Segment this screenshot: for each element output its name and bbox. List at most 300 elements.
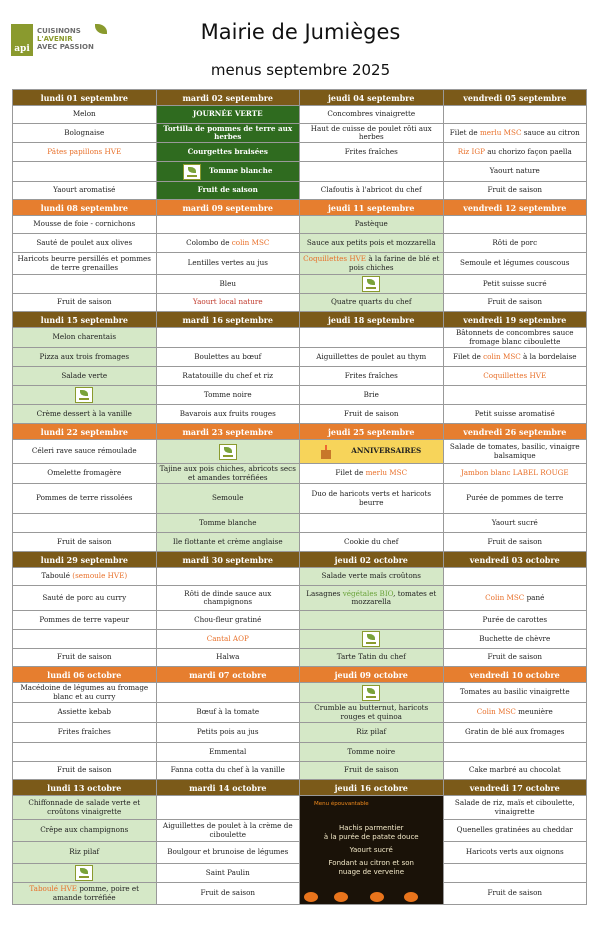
menu-item bbox=[157, 842, 300, 864]
menu-item-text: Halwa bbox=[216, 652, 240, 662]
menu-item bbox=[13, 611, 156, 630]
menu-item-text bbox=[458, 148, 572, 156]
week-row bbox=[13, 552, 587, 667]
day-header: mardi 07 octobre bbox=[157, 667, 300, 683]
menu-item-text: Fruit de saison bbox=[487, 652, 543, 662]
menu-item bbox=[13, 796, 156, 820]
menu-item-text: Salade verte maïs croûtons bbox=[321, 571, 421, 581]
menu-item bbox=[300, 182, 443, 200]
menu-item bbox=[157, 723, 300, 743]
day-column bbox=[300, 312, 444, 424]
week-row bbox=[13, 90, 587, 200]
menu-item-text: Fruit de saison bbox=[343, 408, 399, 418]
menu-item bbox=[157, 683, 300, 703]
menu-item-text: Tarte Tatin du chef bbox=[336, 652, 406, 662]
menu-item bbox=[13, 683, 156, 703]
menu-item bbox=[300, 386, 443, 405]
week-row bbox=[13, 424, 587, 552]
menu-item-part: colin MSC bbox=[483, 351, 521, 361]
menu-item bbox=[13, 762, 156, 780]
menu-item-text: Coquillettes HVE bbox=[483, 370, 547, 380]
menu-item bbox=[13, 568, 156, 586]
menu-item-part: pané bbox=[524, 592, 545, 602]
menu-item-text: Fruit de saison bbox=[56, 652, 112, 662]
menu-grid bbox=[12, 89, 587, 905]
menu-item-part: , tomates et mozzarella bbox=[351, 588, 437, 606]
halloween-line: Hachis parmentier bbox=[338, 823, 404, 832]
menu-item-text: Fruit de saison bbox=[487, 536, 543, 546]
day-column bbox=[300, 424, 444, 552]
menu-item-text: Yaourt aromatisé bbox=[53, 185, 116, 195]
vegetarian-badge-icon bbox=[183, 164, 201, 180]
menu-item-text: Tomme blanche bbox=[209, 166, 273, 176]
vegetarian-badge-icon bbox=[75, 865, 93, 881]
menu-item bbox=[444, 182, 587, 200]
menu-item bbox=[157, 883, 300, 905]
menu-item bbox=[13, 820, 156, 842]
menu-item bbox=[13, 234, 156, 253]
day-header: vendredi 26 septembre bbox=[444, 424, 587, 440]
menu-item-part: sauce au citron bbox=[521, 127, 580, 137]
menu-item-text: Melon bbox=[72, 109, 96, 119]
menu-item-text: Fanna cotta du chef à la vanille bbox=[170, 765, 285, 775]
menu-item bbox=[13, 253, 156, 275]
menu-item-text: Omelette fromagère bbox=[47, 468, 122, 478]
menu-item-text: Fruit de saison bbox=[200, 888, 256, 898]
logo-text: CUISINONS L'AVENIR AVEC PASSION bbox=[37, 27, 94, 51]
menu-item bbox=[13, 367, 156, 386]
menu-item-text: Pastèque bbox=[354, 219, 388, 229]
menu-item-text bbox=[335, 469, 407, 477]
menu-item bbox=[13, 328, 156, 348]
menu-item bbox=[157, 568, 300, 586]
day-header: vendredi 10 octobre bbox=[444, 667, 587, 683]
menu-item-text: Bleu bbox=[219, 278, 236, 288]
day-column bbox=[300, 200, 444, 312]
day-column bbox=[444, 552, 588, 667]
day-column bbox=[444, 780, 588, 905]
menu-item bbox=[13, 533, 156, 552]
menu-item bbox=[300, 124, 443, 143]
week-row bbox=[13, 200, 587, 312]
menu-item bbox=[300, 568, 443, 586]
day-header: jeudi 25 septembre bbox=[300, 424, 443, 440]
menu-item bbox=[444, 568, 587, 586]
day-header: jeudi 11 septembre bbox=[300, 200, 443, 216]
menu-item bbox=[157, 762, 300, 780]
menu-item-part: Riz IGP bbox=[457, 146, 485, 156]
menu-item bbox=[444, 234, 587, 253]
menu-item bbox=[444, 328, 587, 348]
halloween-tag: Menu épouvantable bbox=[314, 801, 369, 807]
menu-item bbox=[13, 405, 156, 424]
menu-item-text: Salade verte bbox=[61, 370, 108, 380]
menu-item bbox=[300, 464, 443, 484]
day-column bbox=[444, 200, 588, 312]
menu-item-text: Pizza aux trois fromages bbox=[39, 351, 130, 361]
menu-item bbox=[157, 216, 300, 234]
menu-item-text: Semoule et légumes couscous bbox=[460, 258, 570, 268]
menu-item-text bbox=[453, 353, 577, 361]
menu-item bbox=[157, 294, 300, 312]
menu-item-text: Yaourt sucré bbox=[491, 517, 538, 527]
day-header: lundi 15 septembre bbox=[13, 312, 156, 328]
menu-item bbox=[157, 106, 300, 124]
halloween-menu bbox=[300, 796, 443, 905]
menu-item-part: Lasagnes bbox=[306, 588, 343, 598]
day-column bbox=[300, 780, 444, 905]
menu-item bbox=[300, 484, 443, 514]
menu-item bbox=[13, 842, 156, 864]
halloween-line: à la purée de patate douce bbox=[323, 832, 419, 841]
menu-item-text bbox=[41, 572, 127, 580]
menu-item bbox=[300, 683, 443, 703]
menu-item bbox=[157, 484, 300, 514]
menu-item-text: Yaourt local nature bbox=[192, 297, 263, 307]
menu-item-text: Cake marbré au chocolat bbox=[468, 765, 561, 775]
menu-item bbox=[444, 762, 587, 780]
menu-item bbox=[444, 367, 587, 386]
menu-item bbox=[444, 405, 587, 424]
menu-item bbox=[157, 348, 300, 367]
menu-item bbox=[300, 630, 443, 649]
halloween-line: Yaourt sucré bbox=[349, 845, 393, 854]
menu-item-text: Boulgour et brunoise de légumes bbox=[167, 847, 289, 857]
menu-item-part: à la bordelaise bbox=[520, 351, 577, 361]
menu-item-text: Gratin de blé aux fromages bbox=[465, 727, 565, 737]
menu-item bbox=[157, 743, 300, 762]
menu-item-text: ANNIVERSAIRES bbox=[351, 446, 422, 456]
menu-item bbox=[157, 440, 300, 464]
menu-item bbox=[157, 386, 300, 405]
day-header: lundi 06 octobre bbox=[13, 667, 156, 683]
menu-item-text: Pommes de terre vapeur bbox=[39, 614, 130, 624]
day-column bbox=[13, 667, 157, 780]
menu-item bbox=[157, 703, 300, 723]
menu-item bbox=[300, 533, 443, 552]
day-header: vendredi 03 octobre bbox=[444, 552, 587, 568]
menu-item bbox=[157, 367, 300, 386]
pumpkin-icon bbox=[404, 892, 418, 902]
menu-item-text: Jambon blanc LABEL ROUGE bbox=[460, 468, 569, 478]
menu-item-text: Semoule bbox=[211, 493, 244, 503]
menu-item-text: Crumble au butternut, haricots rouges et quinoa bbox=[314, 703, 429, 721]
menu-item bbox=[13, 294, 156, 312]
menu-item bbox=[13, 182, 156, 200]
menu-item-text: Frites fraîches bbox=[57, 727, 111, 737]
page-title: Mairie de Jumièges bbox=[200, 20, 401, 44]
day-header: vendredi 17 octobre bbox=[444, 780, 587, 796]
menu-item-part: Filet de bbox=[335, 468, 366, 478]
menu-item-part: (semoule HVE) bbox=[72, 571, 128, 581]
menu-item-text: Macédoine de légumes au fromage blanc et au curry bbox=[20, 683, 149, 701]
menu-item bbox=[300, 762, 443, 780]
vegetarian-badge-icon bbox=[362, 685, 380, 701]
menu-item-text: Salade de riz, maïs et ciboulette, vinaigrette bbox=[454, 798, 575, 816]
menu-item-text: Sauce aux petits pois et mozzarella bbox=[306, 237, 436, 247]
menu-item bbox=[300, 611, 443, 630]
menu-item bbox=[444, 216, 587, 234]
menu-item-part: à la farine de blé et pois chiches bbox=[348, 254, 440, 272]
menu-item-text: Fruit de saison bbox=[343, 765, 399, 775]
day-header: mardi 16 septembre bbox=[157, 312, 300, 328]
pumpkin-icon bbox=[304, 892, 318, 902]
menu-item bbox=[300, 275, 443, 294]
menu-item-text: Bœuf à la tomate bbox=[196, 707, 260, 717]
menu-item bbox=[13, 723, 156, 743]
menu-item bbox=[300, 514, 443, 533]
menu-item bbox=[444, 106, 587, 124]
menu-item bbox=[444, 440, 587, 464]
day-header: jeudi 02 octobre bbox=[300, 552, 443, 568]
menu-item bbox=[13, 484, 156, 514]
menu-item bbox=[157, 143, 300, 162]
menu-item bbox=[157, 796, 300, 820]
menu-item-part: pomme, poire et amande torréfiée bbox=[52, 884, 140, 902]
menu-item bbox=[13, 124, 156, 143]
menu-item-text: Pâtes papillons HVE bbox=[47, 146, 122, 156]
menu-item-part: merlu MSC bbox=[479, 127, 522, 137]
menu-item bbox=[300, 216, 443, 234]
menu-item bbox=[444, 864, 587, 883]
vegetarian-badge-icon bbox=[362, 276, 380, 292]
menu-item-part: Taboulé HVE bbox=[29, 884, 78, 894]
menu-item-text: Rôti de porc bbox=[492, 237, 538, 247]
menu-item bbox=[157, 514, 300, 533]
menu-item-text: Aiguillettes de poulet à la crème de ciboulette bbox=[162, 821, 293, 839]
day-header: jeudi 04 septembre bbox=[300, 90, 443, 106]
birthday-cake-icon bbox=[321, 445, 331, 459]
menu-item bbox=[157, 405, 300, 424]
day-header: lundi 22 septembre bbox=[13, 424, 156, 440]
day-column bbox=[300, 552, 444, 667]
menu-item bbox=[300, 440, 443, 464]
menu-item bbox=[13, 106, 156, 124]
menu-item-text bbox=[303, 590, 440, 607]
menu-item-text: Tomme noire bbox=[203, 389, 252, 399]
menu-item bbox=[444, 743, 587, 762]
menu-item-text: Chou-fleur gratiné bbox=[194, 614, 262, 624]
menu-item-text: Courgettes braisées bbox=[187, 146, 268, 156]
menu-item-text: Lentilles vertes au jus bbox=[187, 258, 268, 268]
menu-item bbox=[300, 253, 443, 275]
menu-item-text: Fruit de saison bbox=[56, 765, 112, 775]
menu-item bbox=[157, 586, 300, 611]
day-header: lundi 29 septembre bbox=[13, 552, 156, 568]
menu-item-text: Haut de cuisse de poulet rôti aux herbes bbox=[310, 123, 432, 141]
day-column bbox=[157, 552, 301, 667]
day-header: vendredi 05 septembre bbox=[444, 90, 587, 106]
menu-item-text: Saint Paulin bbox=[205, 867, 250, 877]
menu-item bbox=[444, 484, 587, 514]
menu-item bbox=[13, 348, 156, 367]
menu-item bbox=[300, 143, 443, 162]
menu-item bbox=[13, 703, 156, 723]
menu-item bbox=[13, 216, 156, 234]
day-column bbox=[300, 667, 444, 780]
day-column bbox=[157, 90, 301, 200]
menu-item-text: Bolognaise bbox=[64, 127, 105, 137]
menu-item bbox=[13, 514, 156, 533]
menu-item-text: Petit suisse aromatisé bbox=[474, 408, 555, 418]
menu-item-text bbox=[477, 708, 553, 716]
day-column bbox=[13, 312, 157, 424]
menu-item-text: Salade de tomates, basilic, vinaigre balsamique bbox=[449, 442, 580, 460]
menu-item bbox=[444, 514, 587, 533]
menu-item bbox=[300, 162, 443, 182]
day-column bbox=[157, 312, 301, 424]
menu-item bbox=[13, 649, 156, 667]
menu-item bbox=[157, 182, 300, 200]
day-column bbox=[444, 312, 588, 424]
menu-item-text bbox=[450, 129, 580, 137]
menu-item-text: JOURNÉE VERTE bbox=[192, 109, 263, 119]
menu-item-part: Coquillettes HVE bbox=[303, 254, 367, 264]
menu-item-text: Fruit de saison bbox=[56, 297, 112, 307]
menu-item bbox=[13, 143, 156, 162]
menu-item bbox=[157, 611, 300, 630]
day-header: jeudi 16 octobre bbox=[300, 780, 443, 796]
menu-item bbox=[444, 703, 587, 723]
menu-item-text bbox=[186, 239, 269, 247]
day-header: mardi 09 septembre bbox=[157, 200, 300, 216]
day-column bbox=[444, 424, 588, 552]
menu-item-text: Frites fraîches bbox=[344, 370, 398, 380]
menu-item bbox=[13, 883, 156, 905]
menu-item bbox=[444, 348, 587, 367]
menu-item bbox=[300, 703, 443, 723]
menu-item bbox=[444, 464, 587, 484]
menu-item-text: Frites fraîches bbox=[344, 146, 398, 156]
day-header: mardi 14 octobre bbox=[157, 780, 300, 796]
menu-item-text: Rôti de dinde sauce aux champignons bbox=[184, 588, 272, 606]
menu-item bbox=[444, 275, 587, 294]
menu-item bbox=[444, 162, 587, 182]
day-header: lundi 01 septembre bbox=[13, 90, 156, 106]
day-header: vendredi 12 septembre bbox=[444, 200, 587, 216]
menu-item-text: Petits pois au jus bbox=[196, 727, 259, 737]
day-column bbox=[13, 552, 157, 667]
menu-item bbox=[157, 328, 300, 348]
menu-item bbox=[300, 328, 443, 348]
menu-item bbox=[444, 294, 587, 312]
menu-item bbox=[444, 143, 587, 162]
menu-item bbox=[13, 630, 156, 649]
menu-item-text: Ile flottante et crème anglaise bbox=[172, 536, 283, 546]
page-subtitle: menus septembre 2025 bbox=[210, 61, 391, 79]
menu-item-part: Filet de bbox=[449, 127, 480, 137]
menu-item bbox=[444, 124, 587, 143]
menu-item bbox=[157, 124, 300, 143]
day-header: jeudi 18 septembre bbox=[300, 312, 443, 328]
day-column bbox=[157, 424, 301, 552]
day-column bbox=[13, 424, 157, 552]
menu-item-text: Tomme noire bbox=[347, 746, 396, 756]
menu-item bbox=[444, 253, 587, 275]
menu-item-part: Colin MSC bbox=[485, 592, 525, 602]
menu-item bbox=[13, 275, 156, 294]
menu-item bbox=[444, 723, 587, 743]
menu-item bbox=[300, 106, 443, 124]
menu-item bbox=[444, 386, 587, 405]
day-header: vendredi 19 septembre bbox=[444, 312, 587, 328]
menu-item bbox=[444, 883, 587, 905]
menu-item bbox=[13, 162, 156, 182]
menu-item-text: Riz pilaf bbox=[69, 847, 100, 857]
menu-item-text: Cantal AOP bbox=[206, 633, 249, 643]
day-header: lundi 13 octobre bbox=[13, 780, 156, 796]
pumpkin-icon bbox=[370, 892, 384, 902]
menu-item bbox=[13, 386, 156, 405]
pumpkin-icon bbox=[334, 892, 348, 902]
menu-item-text: Emmental bbox=[209, 746, 247, 756]
menu-item-text: Fruit de saison bbox=[56, 536, 112, 546]
menu-item bbox=[157, 864, 300, 883]
menu-item bbox=[444, 586, 587, 611]
menu-item bbox=[300, 367, 443, 386]
menu-item bbox=[444, 630, 587, 649]
menu-item-text: Tomates au basilic vinaigrette bbox=[459, 687, 570, 697]
menu-item bbox=[300, 405, 443, 424]
menu-item bbox=[157, 630, 300, 649]
menu-item-text: Haricots verts aux oignons bbox=[465, 847, 564, 857]
menu-item-text: Quatre quarts du chef bbox=[330, 297, 412, 307]
menu-item bbox=[444, 842, 587, 864]
menu-item-text: Clafoutis à l'abricot du chef bbox=[320, 185, 422, 195]
day-header: mardi 02 septembre bbox=[157, 90, 300, 106]
menu-item-text: Aiguillettes de poulet au thym bbox=[316, 351, 427, 361]
menu-item-text: Melon charentais bbox=[52, 332, 117, 342]
day-column bbox=[13, 780, 157, 905]
menu-item bbox=[300, 294, 443, 312]
menu-item bbox=[13, 864, 156, 883]
menu-item bbox=[157, 275, 300, 294]
menu-item-text: Cookie du chef bbox=[344, 536, 399, 546]
menu-item-text: Boulettes au bœuf bbox=[194, 351, 262, 361]
menu-item-text: Crème dessert à la vanille bbox=[36, 408, 132, 418]
menu-item-text: Tortilla de pommes de terre aux herbes bbox=[163, 123, 293, 141]
vegetarian-badge-icon bbox=[362, 631, 380, 647]
menu-item-text: Petit suisse sucré bbox=[482, 278, 547, 288]
menu-item-text: Fruit de saison bbox=[487, 185, 543, 195]
menu-item-text: Fruit de saison bbox=[487, 297, 543, 307]
menu-item-part: végétales BIO bbox=[342, 588, 394, 598]
vegetarian-badge-icon bbox=[75, 387, 93, 403]
day-column bbox=[444, 90, 588, 200]
menu-item bbox=[300, 586, 443, 611]
menu-item bbox=[157, 464, 300, 484]
halloween-line: nuage de verveine bbox=[338, 867, 405, 876]
day-header: mardi 30 septembre bbox=[157, 552, 300, 568]
day-column bbox=[300, 90, 444, 200]
halloween-line: Fondant au citron et son bbox=[328, 858, 414, 867]
day-column bbox=[157, 667, 301, 780]
menu-item bbox=[444, 820, 587, 842]
day-column bbox=[157, 200, 301, 312]
menu-item bbox=[300, 348, 443, 367]
menu-item bbox=[13, 464, 156, 484]
day-header: jeudi 09 octobre bbox=[300, 667, 443, 683]
day-column bbox=[157, 780, 301, 905]
menu-item-text: Tajine aux pois chiches, abricots secs et amandes torréfiées bbox=[159, 464, 296, 482]
week-row bbox=[13, 667, 587, 780]
menu-item-part: Taboulé bbox=[41, 571, 73, 581]
menu-item bbox=[13, 440, 156, 464]
menu-item-text: Pommes de terre rissolées bbox=[36, 493, 133, 503]
menu-item-text: Haricots beurre persillés et pommes de terre grenailles bbox=[17, 254, 151, 272]
menu-item-text: Bâtonnets de concombres sauce fromage blanc ciboulette bbox=[455, 328, 574, 346]
menu-item bbox=[444, 649, 587, 667]
